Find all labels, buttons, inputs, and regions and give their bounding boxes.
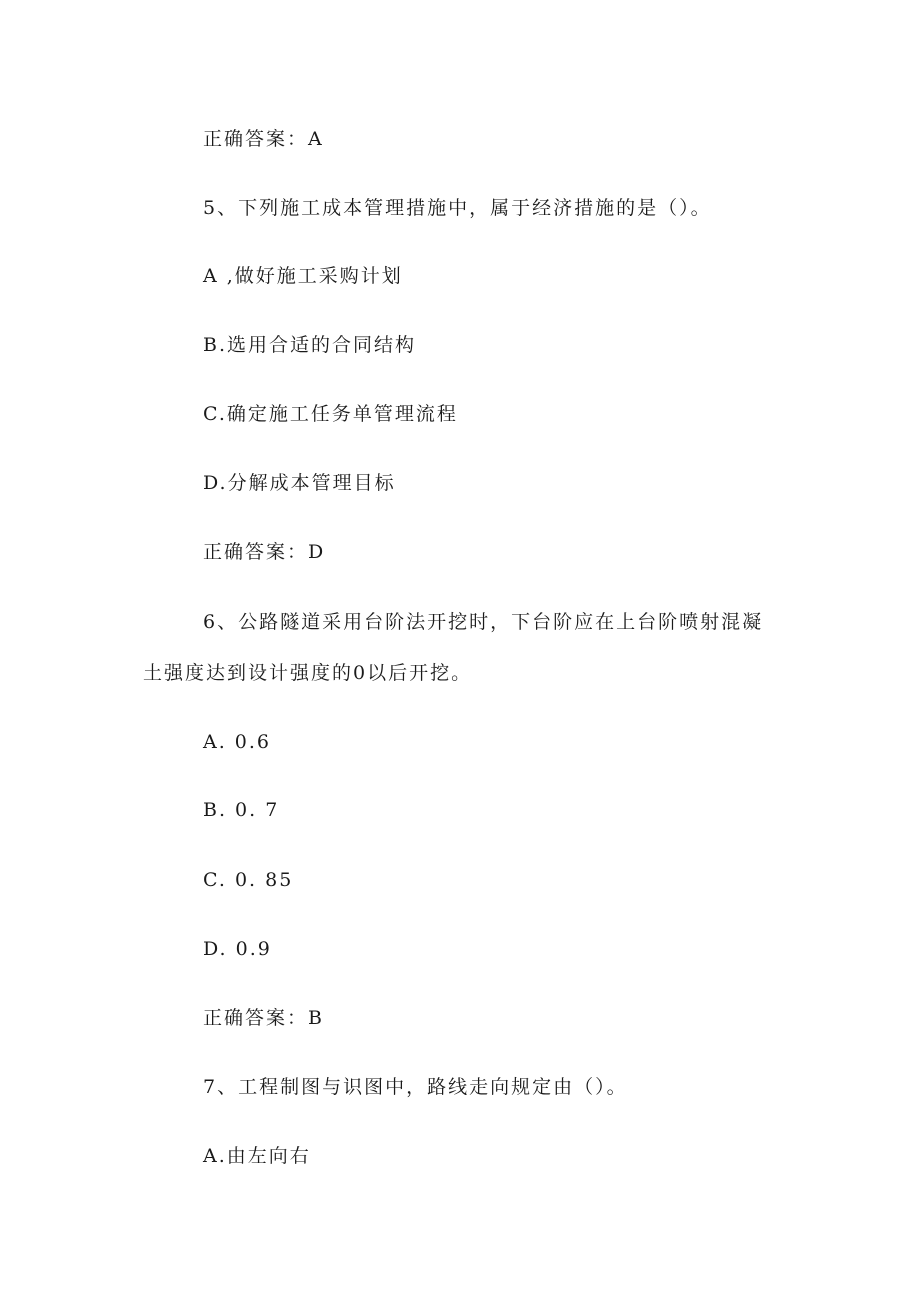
option-a: A. 0.6 (203, 731, 272, 753)
option-a: A.由左向右 (203, 1145, 311, 1167)
option-b: B. 0. 7 (203, 799, 280, 821)
answer-line: 正确答案：D (203, 541, 326, 563)
option-c: C. 0. 85 (203, 869, 294, 891)
question-stem: 5、下列施工成本管理措施中，属于经济措施的是（）。 (203, 197, 712, 219)
question-stem: 7、工程制图与识图中，路线走向规定由（）。 (203, 1076, 628, 1098)
option-c: C.确定施工任务单管理流程 (203, 403, 458, 425)
question-stem-continuation: 土强度达到设计强度的0以后开挖。 (143, 662, 473, 684)
answer-line: 正确答案：B (203, 1007, 324, 1029)
option-b: B.选用合适的合同结构 (203, 334, 417, 356)
option-a: A ,做好施工采购计划 (203, 265, 403, 287)
option-d: D. 0.9 (203, 938, 272, 960)
answer-line: 正确答案：A (203, 128, 324, 150)
question-stem: 6、公路隧道采用台阶法开挖时，下台阶应在上台阶喷射混凝 (203, 611, 764, 633)
option-d: D.分解成本管理目标 (203, 472, 396, 494)
